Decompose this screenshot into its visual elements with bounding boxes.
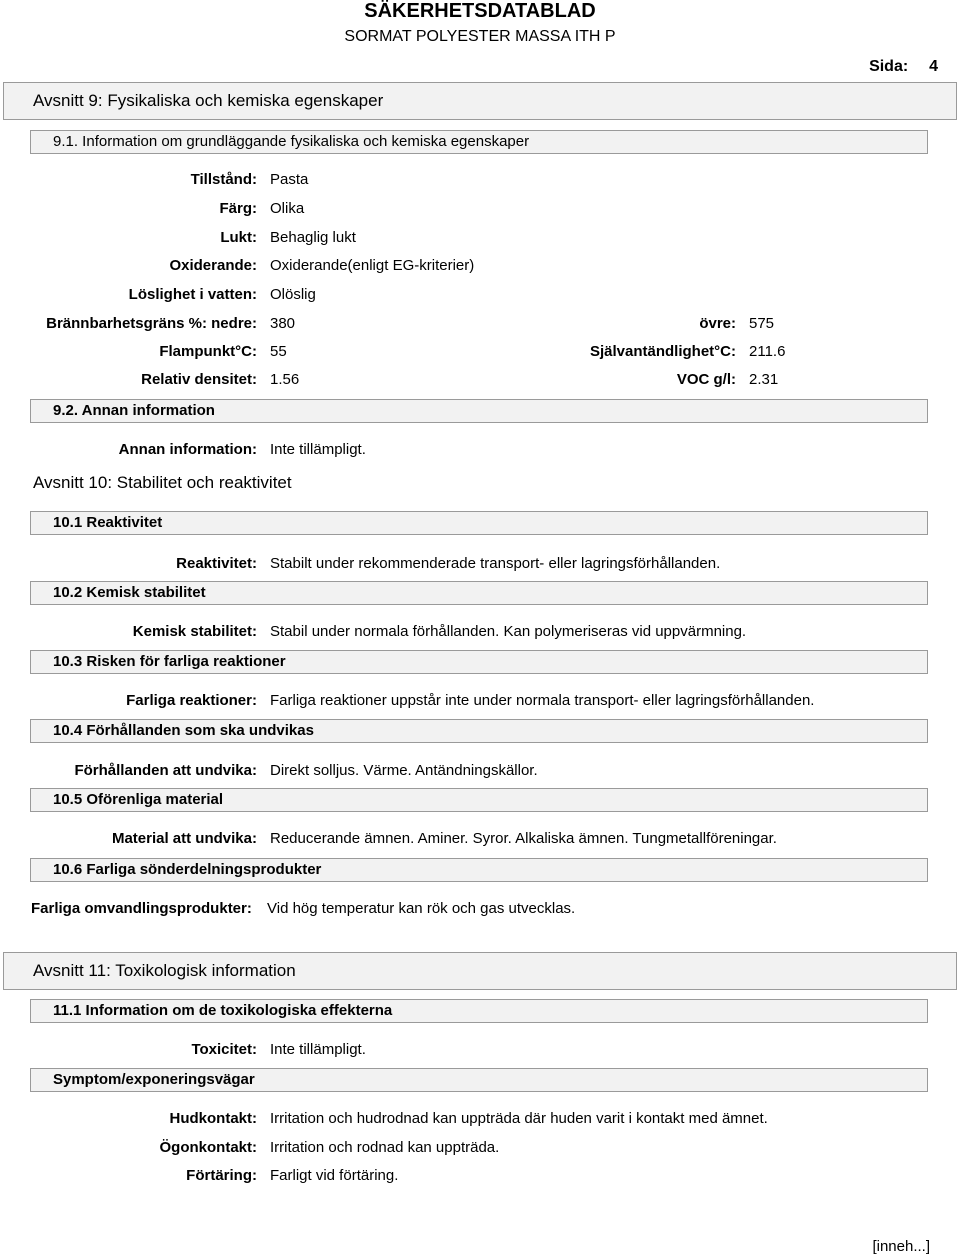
hazardous-reactions-value: Farliga reaktioner uppstår inte under normala transport- eller lagringsförhållanden. [270, 692, 815, 709]
subsection-10-3-title: 10.3 Risken för farliga reaktioner [53, 653, 286, 670]
eye-contact-label: Ögonkontakt: [159, 1139, 257, 1156]
toxicity-label: Toxicitet: [191, 1041, 257, 1058]
materials-to-avoid-value: Reducerande ämnen. Aminer. Syror. Alkaliska ämnen. Tungmetallföreningar. [270, 830, 777, 847]
flammability-limit-lower-value: 380 [270, 315, 296, 332]
autoignition-label: Självantändlighet°C: [589, 343, 736, 360]
decomposition-products-value: Vid hög temperatur kan rök och gas utvecklas. [267, 900, 576, 917]
solubility-label: Löslighet i vatten: [128, 286, 257, 303]
state-value: Pasta [270, 171, 309, 188]
subsection-10-2-title: 10.2 Kemisk stabilitet [53, 584, 206, 601]
symptoms-header [30, 1068, 928, 1092]
hazardous-reactions-label: Farliga reaktioner: [126, 692, 257, 709]
subsection-9-2-header [30, 399, 928, 423]
section-9-title: Avsnitt 9: Fysikaliska och kemiska egenskaper [33, 91, 384, 110]
ingestion-label: Förtäring: [186, 1167, 257, 1184]
subsection-10-6-title: 10.6 Farliga sönderdelningsprodukter [53, 861, 322, 878]
flammability-limit-upper-label: övre: [699, 315, 736, 332]
section-10-title: Avsnitt 10: Stabilitet och reaktivitet [33, 473, 292, 492]
odor-label: Lukt: [220, 229, 257, 246]
section-11-header [3, 952, 957, 990]
skin-contact-value: Irritation och hudrodnad kan uppträda där huden varit i kontakt med ämnet. [270, 1110, 768, 1127]
continued-marker: [inneh...] [872, 1238, 930, 1255]
subsection-10-2-header [30, 581, 928, 605]
chemical-stability-value: Stabil under normala förhållanden. Kan polymeriseras vid uppvärmning. [270, 623, 747, 640]
conditions-to-avoid-label: Förhållanden att undvika: [74, 762, 257, 779]
decomposition-products-label: Farliga omvandlingsprodukter: [31, 900, 252, 917]
autoignition-value: 211.6 [749, 343, 786, 360]
color-label: Färg: [219, 200, 257, 217]
materials-to-avoid-label: Material att undvika: [111, 830, 257, 847]
subsection-10-1-header [30, 511, 928, 535]
subsection-9-2-title: 9.2. Annan information [53, 402, 215, 419]
subsection-10-3-header [30, 650, 928, 674]
other-information-value: Inte tillämpligt. [270, 441, 366, 458]
flammability-limit-lower-label: Brännbarhetsgräns %: nedre: [46, 315, 257, 332]
state-label: Tillstånd: [190, 171, 257, 188]
solubility-value: Olöslig [270, 286, 316, 303]
oxidizing-value: Oxiderande(enligt EG-kriterier) [270, 257, 475, 274]
page-label: Sida: [869, 58, 909, 75]
relative-density-value: 1.56 [270, 371, 300, 388]
oxidizing-label: Oxiderande: [169, 257, 257, 274]
subsection-10-4-header [30, 719, 928, 743]
subsection-11-1-title: 11.1 Information om de toxikologiska effekterna [53, 1002, 393, 1019]
symptoms-title: Symptom/exponeringsvägar [53, 1071, 255, 1088]
toxicity-value: Inte tillämpligt. [270, 1041, 366, 1058]
page-indicator [869, 58, 938, 76]
subsection-10-6-header [30, 858, 928, 882]
eye-contact-value: Irritation och rodnad kan uppträda. [270, 1139, 500, 1156]
subsection-10-1-title: 10.1 Reaktivitet [53, 514, 163, 531]
document-title: SÄKERHETSDATABLAD [364, 0, 596, 22]
subsection-10-5-title: 10.5 Oförenliga material [53, 791, 224, 808]
chemical-stability-label: Kemisk stabilitet: [132, 623, 257, 640]
product-name: SORMAT POLYESTER MASSA ITH P [344, 28, 616, 45]
subsection-11-1-header [30, 999, 928, 1023]
flammability-limit-upper-value: 575 [749, 315, 775, 332]
section-11-title: Avsnitt 11: Toxikologisk information [33, 961, 296, 980]
ingestion-value: Farligt vid förtäring. [270, 1167, 399, 1184]
section-9-header [3, 82, 957, 120]
relative-density-label: Relativ densitet: [141, 371, 257, 388]
flash-point-label: Flampunkt°C: [159, 343, 257, 360]
conditions-to-avoid-value: Direkt solljus. Värme. Antändningskällor. [270, 762, 538, 779]
skin-contact-label: Hudkontakt: [169, 1110, 257, 1127]
voc-value: 2.31 [749, 371, 779, 388]
reactivity-value: Stabilt under rekommenderade transport- eller lagringsförhållanden. [270, 555, 721, 572]
subsection-9-1-header [30, 130, 928, 154]
subsection-10-5-header [30, 788, 928, 812]
flash-point-value: 55 [270, 343, 287, 360]
color-value: Olika [270, 200, 305, 217]
other-information-label: Annan information: [118, 441, 257, 458]
subsection-10-4-title: 10.4 Förhållanden som ska undvikas [53, 722, 314, 739]
odor-value: Behaglig lukt [270, 229, 356, 246]
subsection-9-1-title: 9.1. Information om grundläggande fysikaliska och kemiska egenskaper [53, 133, 530, 150]
reactivity-label: Reaktivitet: [176, 555, 257, 572]
voc-label: VOC g/l: [676, 371, 736, 388]
page-number: 4 [929, 58, 938, 75]
